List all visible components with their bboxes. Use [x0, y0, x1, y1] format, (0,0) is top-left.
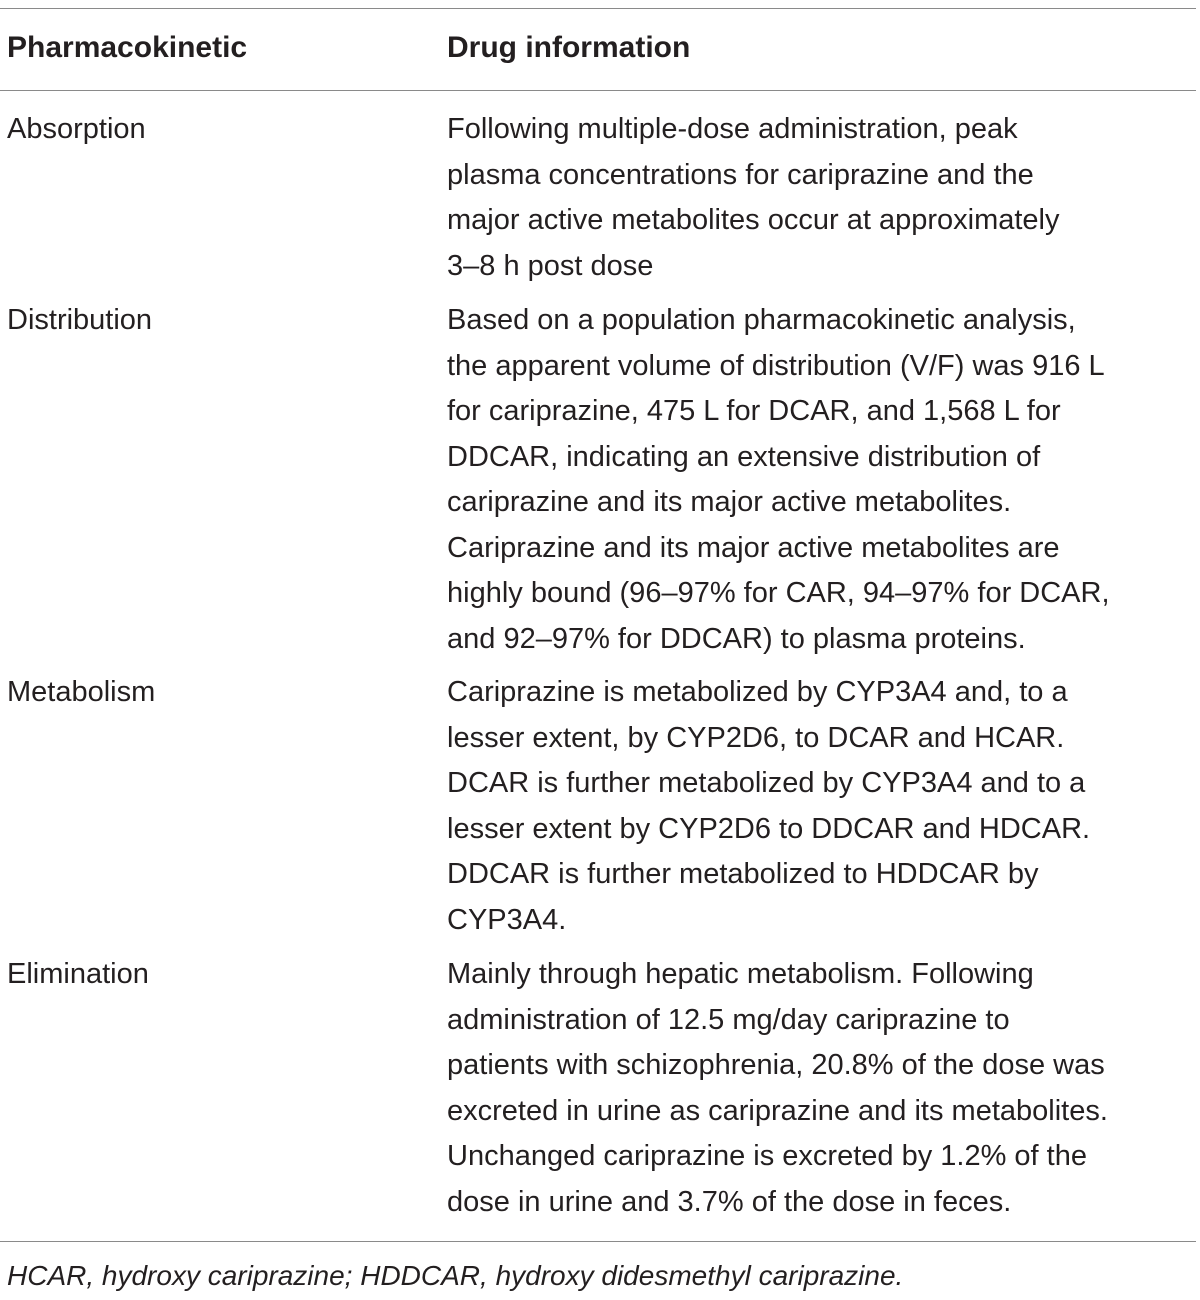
info-line: Following multiple-dose administration, peak	[447, 113, 1018, 145]
row-info-elimination	[447, 952, 1197, 1225]
info-line: Mainly through hepatic metabolism. Following	[447, 958, 1034, 990]
info-line: Based on a population pharmacokinetic analysis,	[447, 304, 1076, 336]
info-line: DDCAR is further metabolized to HDDCAR by	[447, 858, 1039, 890]
info-line: DCAR is further metabolized by CYP3A4 and to a	[447, 767, 1086, 799]
header-bottom-rule	[0, 90, 1196, 91]
row-info-distribution	[447, 298, 1197, 662]
row-info-absorption	[447, 107, 1197, 289]
info-line: CYP3A4.	[447, 903, 567, 936]
table-bottom-rule	[0, 1241, 1196, 1242]
row-label-absorption: Absorption	[7, 113, 146, 145]
info-line: administration of 12.5 mg/day cariprazine to	[447, 1003, 1010, 1036]
info-line: for cariprazine, 475 L for DCAR, and 1,568 L for	[447, 395, 1061, 427]
row-label-metabolism: Metabolism	[7, 676, 156, 708]
table-top-rule	[0, 8, 1196, 9]
info-line: Cariprazine is metabolized by CYP3A4 and, to a	[447, 676, 1068, 708]
info-line: Unchanged cariprazine is excreted by 1.2% of the	[447, 1140, 1087, 1172]
row-label-distribution: Distribution	[7, 304, 153, 336]
row-label-elimination: Elimination	[7, 958, 149, 990]
table-footnote: HCAR, hydroxy cariprazine; HDDCAR, hydroxy didesmethyl cariprazine.	[7, 1260, 904, 1291]
info-line: and 92–97% for DDCAR) to plasma proteins.	[447, 622, 1026, 655]
header-drug-information: Drug information	[447, 31, 691, 64]
info-line: plasma concentrations for cariprazine and the	[447, 158, 1034, 191]
header-pharmacokinetic: Pharmacokinetic	[7, 31, 248, 64]
info-line: excreted in urine as cariprazine and its metabolites.	[447, 1094, 1108, 1127]
info-line: Cariprazine and its major active metabolites are	[447, 531, 1060, 564]
row-info-metabolism	[447, 670, 1197, 943]
info-line: dose in urine and 3.7% of the dose in feces.	[447, 1185, 1012, 1218]
info-line: patients with schizophrenia, 20.8% of the dose was	[447, 1049, 1105, 1081]
info-line: the apparent volume of distribution (V/F) was 916 L	[447, 349, 1105, 382]
info-line: lesser extent, by CYP2D6, to DCAR and HCAR.	[447, 721, 1065, 754]
info-line: major active metabolites occur at approximately	[447, 204, 1060, 236]
info-line: 3–8 h post dose	[447, 249, 654, 282]
table-header-row	[0, 26, 1200, 70]
info-line: highly bound (96–97% for CAR, 94–97% for DCAR,	[447, 577, 1110, 609]
info-line: DDCAR, indicating an extensive distribution of	[447, 440, 1041, 473]
info-line: cariprazine and its major active metabolites.	[447, 486, 1012, 518]
info-line: lesser extent by CYP2D6 to DDCAR and HDCAR.	[447, 812, 1091, 845]
